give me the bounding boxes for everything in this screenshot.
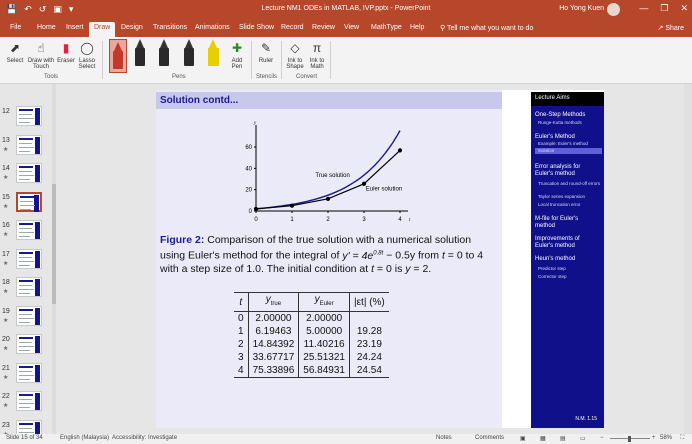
animation-star-icon: ★: [3, 175, 9, 181]
cell-yeuler: 11.40216: [299, 338, 350, 351]
slide-thumbnail[interactable]: [16, 277, 42, 297]
nav-item[interactable]: Runge-Kutta methods: [538, 120, 582, 125]
cell-ytrue: 75.33896: [248, 364, 299, 378]
cursor-icon: ⬈: [9, 41, 21, 55]
slide-thumbnail[interactable]: [16, 220, 42, 240]
cell-error: 24.24: [356, 352, 382, 363]
table-header-ytrue: $y_{true}$: [248, 293, 299, 312]
nav-item[interactable]: Example: Euler's method: [538, 141, 588, 146]
add-pen-button-label[interactable]: ✚ Add Pen: [231, 41, 243, 70]
slide-thumbnail[interactable]: [16, 106, 42, 126]
cell-t: 2: [234, 338, 248, 351]
stencils-group-label: Stencils: [256, 74, 278, 80]
zoom-in-icon[interactable]: +: [652, 435, 656, 441]
user-name[interactable]: Ho Yong Kuen: [559, 5, 604, 12]
thumbnail-number: 23: [2, 421, 10, 429]
y-tick-label: 20: [245, 187, 252, 194]
undo-icon[interactable]: ↶: [24, 4, 32, 14]
scrollbar-thumb[interactable]: [52, 184, 56, 304]
eraser-icon: ▮: [62, 41, 70, 55]
nav-item[interactable]: M-file for Euler's method: [535, 216, 579, 229]
fit-slide-icon[interactable]: ⛶: [680, 435, 685, 441]
divider: [102, 41, 103, 79]
euler-point: [326, 197, 330, 201]
tab-draw[interactable]: Draw: [89, 22, 115, 37]
divider: [281, 41, 282, 79]
table-row: [234, 338, 389, 351]
ruler-icon: ✎: [260, 41, 272, 55]
thumbnail-number: 21: [2, 364, 10, 372]
tab-home[interactable]: Home: [37, 24, 56, 31]
share-button[interactable]: ↗ Share: [657, 25, 684, 32]
redo-icon[interactable]: ↺: [38, 4, 47, 14]
cell-yeuler: 25.51321: [299, 351, 350, 364]
thumbnail-number: 20: [2, 336, 10, 343]
euler-point: [362, 182, 366, 186]
animation-star-icon: ★: [3, 346, 9, 352]
equation: $y' = 4e^{0.8t}$: [342, 249, 384, 262]
shapes-icon: ◇: [290, 41, 300, 55]
lightbulb-icon: ⚲: [440, 25, 447, 32]
nav-item[interactable]: Improvements of Euler's method: [535, 236, 580, 249]
thumbnail-number: 17: [2, 250, 10, 258]
ink-to-math-button[interactable]: π Ink to Math: [309, 41, 325, 70]
accessibility-button[interactable]: Accessibility: Investigate: [112, 435, 178, 441]
nav-item[interactable]: Local truncation error: [538, 202, 581, 207]
avatar[interactable]: [607, 3, 620, 16]
tab-help[interactable]: Help: [410, 24, 425, 31]
nav-item[interactable]: Corrector step: [538, 274, 567, 279]
cell-t: 3: [234, 351, 248, 364]
tab-mathtype[interactable]: MathType: [371, 24, 402, 31]
lasso-icon: ◯: [80, 41, 94, 55]
x-axis-label: t: [409, 218, 411, 223]
cell-error: [350, 312, 389, 326]
euler-point: [398, 148, 402, 152]
slide-thumbnails-pane: [0, 84, 56, 434]
table-row: [234, 312, 389, 326]
slideshow-icon[interactable]: ▭: [580, 436, 586, 442]
x-tick-label: 1: [290, 217, 294, 223]
table-header-yeuler: $y_{Euler}$: [299, 293, 350, 312]
close-button[interactable]: ✕: [680, 3, 688, 13]
x-tick-label: 3: [362, 217, 366, 223]
zoom-slider-knob[interactable]: [628, 436, 631, 442]
thumbnail-number: 13: [2, 136, 10, 144]
navigation-panel: [531, 92, 604, 428]
normal-view-icon[interactable]: ▣: [520, 436, 526, 442]
tab-insert[interactable]: Insert: [66, 24, 84, 31]
nav-lecture-aims[interactable]: Lecture Aims: [531, 92, 604, 106]
animation-star-icon: ★: [3, 317, 9, 324]
divider: [251, 41, 252, 79]
true-solution-label: True solution: [315, 172, 350, 179]
language-indicator[interactable]: English (Malaysia): [60, 435, 110, 441]
comments-button[interactable]: Comments: [475, 435, 505, 441]
window-controls: [639, 3, 688, 14]
more-icon[interactable]: ▾: [68, 4, 74, 14]
ribbon-tabs: [0, 20, 692, 37]
title-bar: [0, 0, 692, 20]
cell-error: 24.54: [350, 364, 389, 378]
slide-counter: Slide 15 of 34: [6, 435, 43, 441]
table-header-error: |εt| (%): [350, 293, 389, 312]
cell-ytrue: 14.84392: [248, 338, 299, 351]
pen-black-1[interactable]: [134, 39, 146, 69]
slide-content: [156, 90, 502, 428]
results-table: [234, 292, 389, 378]
nav-item[interactable]: Euler's Method: [535, 134, 575, 140]
cell-t: 1: [234, 325, 248, 338]
slide-thumbnail[interactable]: [16, 192, 42, 212]
table-row: [234, 364, 389, 378]
euler-point: [254, 207, 258, 211]
eraser-button[interactable]: ▮ Eraser: [57, 41, 75, 64]
cell-ytrue: 6.19463: [248, 325, 299, 338]
cell-yeuler: 2.00000: [299, 312, 350, 326]
figure-label: Figure 2:: [160, 234, 205, 246]
cell-yeuler: 56.84931: [299, 364, 350, 378]
draw-with-touch-button[interactable]: ☝ Draw with Touch: [27, 41, 55, 70]
nav-item[interactable]: Heun's method: [535, 256, 576, 262]
x-tick-label: 4: [398, 217, 402, 223]
x-tick-label: 0: [254, 217, 258, 223]
slide-sorter-icon[interactable]: ▦: [540, 436, 546, 442]
table-header-t: t: [234, 293, 248, 312]
cell-error: 19.28: [356, 326, 382, 337]
y-tick-label: 60: [245, 145, 252, 151]
y-axis-label: y: [254, 121, 257, 126]
thumbnail-number: 15: [2, 193, 10, 201]
tab-design[interactable]: Design: [121, 24, 143, 31]
zoom-out-icon[interactable]: −: [600, 435, 604, 441]
slide-thumbnail[interactable]: [16, 363, 42, 383]
plus-icon: ✚: [231, 41, 243, 55]
share-icon: ↗: [657, 25, 666, 32]
thumbnail-number: 12: [2, 108, 10, 115]
thumbnail-number: 14: [2, 165, 10, 172]
nav-item[interactable]: Error analysis for Euler's method: [535, 164, 581, 177]
cell-ytrue: 33.67717: [248, 351, 299, 364]
status-bar: [0, 434, 692, 444]
thumbnail-number: 22: [2, 393, 10, 400]
page-number: N.M. 1.15: [575, 416, 597, 422]
animation-star-icon: ★: [3, 374, 9, 381]
cell-t: 4: [234, 364, 248, 378]
present-icon[interactable]: ▣: [53, 4, 62, 14]
tools-group-label: Tools: [44, 74, 59, 80]
tab-review[interactable]: Review: [312, 24, 335, 31]
highlighter-yellow[interactable]: [207, 39, 219, 69]
tab-view[interactable]: View: [344, 24, 360, 31]
slide-thumbnail[interactable]: [16, 306, 42, 326]
animation-star-icon: ★: [3, 203, 9, 210]
slide-scrollbar[interactable]: [684, 84, 692, 434]
thumbnail-scrollbar[interactable]: [52, 84, 56, 434]
notes-button[interactable]: Notes: [436, 435, 452, 441]
pen-black-2[interactable]: [158, 39, 170, 69]
nav-item[interactable]: Predictor step: [538, 266, 566, 271]
slide-thumbnail[interactable]: [16, 163, 42, 183]
slide-thumbnail[interactable]: [16, 135, 42, 155]
animation-star-icon: ★: [3, 289, 9, 295]
convert-group-label: Convert: [296, 74, 318, 80]
restore-button[interactable]: ❐: [660, 3, 669, 13]
animation-star-icon: ★: [3, 146, 9, 153]
save-icon[interactable]: 💾: [6, 4, 18, 14]
x-tick-label: 2: [326, 217, 330, 223]
animation-star-icon: ★: [3, 260, 9, 267]
tab-file[interactable]: File: [10, 24, 22, 31]
cell-yeuler: 5.00000: [299, 325, 350, 338]
thumbnail-number: 18: [2, 279, 10, 286]
nav-item[interactable]: Truncation and round-off errors: [538, 181, 601, 186]
zoom-level[interactable]: 58%: [660, 435, 673, 441]
ruler-button[interactable]: ✎ Ruler: [258, 41, 274, 64]
tell-me-search[interactable]: ⚲ Tell me what you want to do: [440, 25, 534, 32]
ink-to-shape-button[interactable]: ◇ Ink to Shape: [286, 41, 304, 70]
pen-black-3[interactable]: [183, 39, 195, 69]
euler-point: [290, 204, 294, 208]
animation-star-icon: ★: [3, 232, 9, 238]
thumbnail-number: 19: [2, 307, 10, 315]
y-tick-label: 0: [248, 209, 252, 215]
nav-item[interactable]: Solution: [535, 148, 602, 154]
cell-ytrue: 2.00000: [248, 312, 299, 326]
table-row: [234, 325, 389, 338]
pen-red-selected[interactable]: [109, 39, 127, 73]
divider: [330, 41, 331, 79]
slide-thumbnail[interactable]: [16, 249, 42, 269]
thumbnail-number: 16: [2, 222, 10, 229]
figure-caption: Figure 2: Comparison of the true solution with a numerical solution using Euler's method for the integral of $y' = 4e^{0.8t} - 0.5y$ from t = 0 to 4 with a step size of 1.0. The initial condition at t = 0 is y = 2.: [160, 234, 484, 275]
pi-icon: π: [312, 41, 322, 55]
document-title: Lecture NM1 ODEs in MATLAB, IVP.pptx - PowerPoint: [261, 5, 431, 12]
lasso-select-button[interactable]: ◯ Lasso Select: [78, 41, 96, 70]
minimize-button[interactable]: —: [639, 3, 649, 13]
nav-item[interactable]: Taylor series expansion: [538, 194, 586, 199]
slide-canvas[interactable]: [156, 90, 604, 428]
tab-transitions[interactable]: Transitions: [153, 24, 187, 31]
pens-group-label: Pens: [172, 74, 186, 80]
tab-record[interactable]: Record: [281, 24, 304, 31]
slide-thumbnail[interactable]: [16, 334, 42, 354]
slide-thumbnail[interactable]: [16, 391, 42, 411]
tab-animations[interactable]: Animations: [195, 24, 230, 31]
slide-title: Solution contd...: [156, 92, 502, 109]
nav-item[interactable]: One-Step Methods: [535, 112, 586, 118]
select-button[interactable]: ⬈ Select: [6, 41, 24, 64]
tab-slide-show[interactable]: Slide Show: [239, 24, 275, 31]
table-row: [234, 351, 389, 364]
cell-error: 23.19: [356, 339, 382, 350]
reading-view-icon[interactable]: ▤: [560, 436, 566, 442]
cell-t: 0: [234, 312, 248, 326]
touch-icon: ☝: [37, 41, 45, 55]
ribbon: [0, 37, 692, 84]
euler-solution-label: Euler solution: [365, 186, 403, 193]
y-tick-label: 40: [245, 166, 252, 173]
animation-star-icon: ★: [3, 403, 9, 409]
